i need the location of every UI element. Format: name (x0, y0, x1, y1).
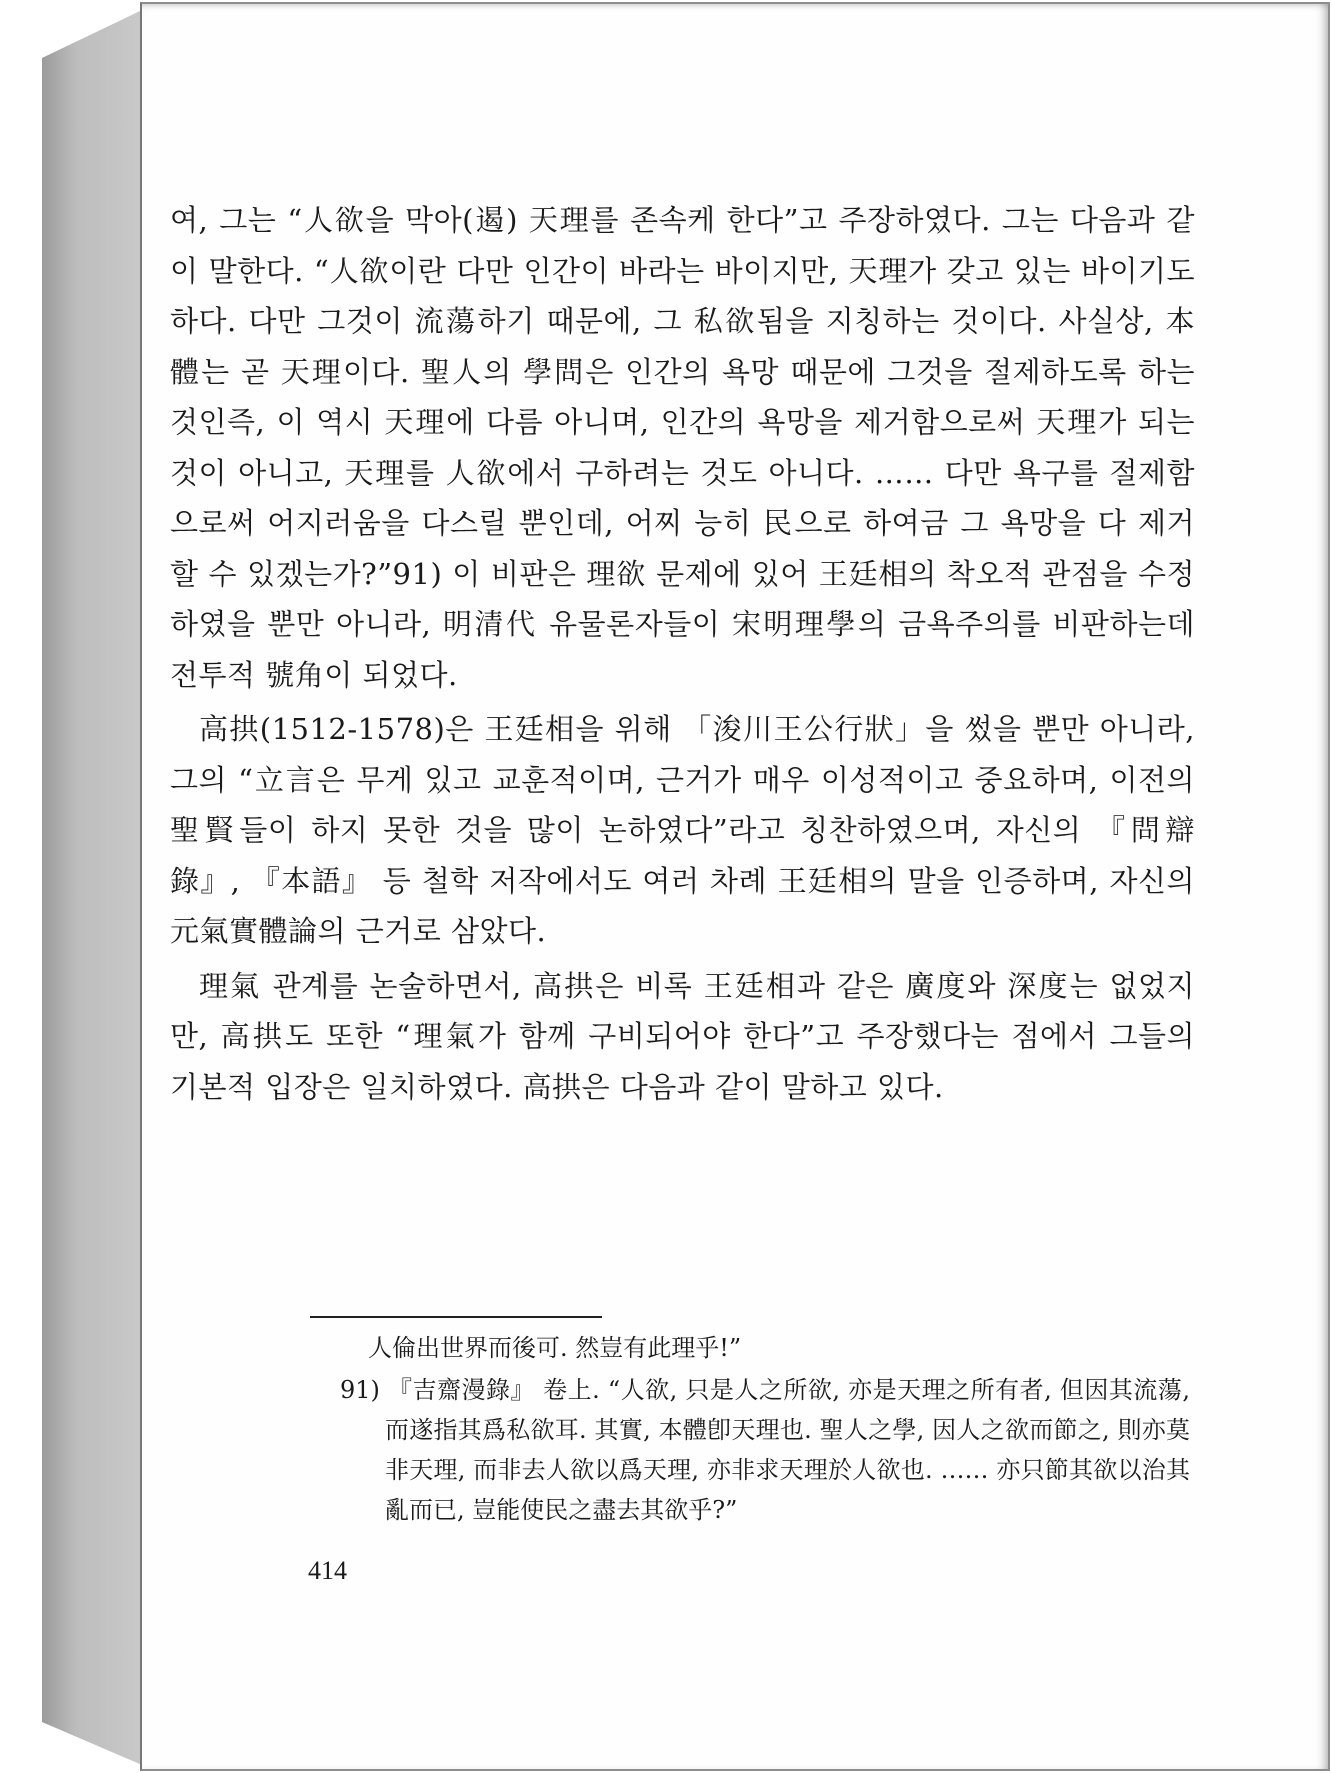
footnote-91: 91) 『吉齋漫錄』 卷上. “人欲, 只是人之所欲, 亦是天理之所有者, 但因其流蕩, 而遂指其爲私欲耳. 其實, 本體卽天理也. 聖人之學, 因人之欲而節之, 則亦莫非天理, 而非去人欲以爲天理, 亦非求天理於人欲也. …… 亦只節其欲以治其亂而已, 豈能使民之盡去其欲乎?” (340, 1376, 1190, 1524)
book-spine (42, 10, 142, 1765)
footnote-continuation: 人倫出世界而後可. 然豈有此理乎!” (368, 1334, 742, 1362)
footnote-divider (310, 1316, 602, 1318)
body-text (170, 195, 1195, 1112)
paragraph-2: 高拱(1512-1578)은 王廷相을 위해 「浚川王公行狀」을 썼을 뿐만 아니라, 그의 “立言은 무게 있고 교훈적이며, 근거가 매우 이성적이고 중요하며, 이전의 聖賢들이 하지 못한 것을 많이 논하였다”라고 칭찬하였으며, 자신의 『問辯錄』, 『本語』 등 철학 저작에서도 여러 차례 王廷相의 말을 인증하며, 자신의 元氣實體論의 근거로 삼았다. (170, 712, 1195, 948)
page-number: 414 (308, 1556, 347, 1585)
paragraph-1: 여, 그는 “人欲을 막아(遏) 天理를 존속케 한다”고 주장하였다. 그는 다음과 같이 말한다. “人欲이란 다만 인간이 바라는 바이지만, 天理가 갖고 있는 바이기도 하다. 다만 그것이 流蕩하기 때문에, 그 私欲됨을 지칭하는 것이다. 사실상, 本體는 곧 天理이다. 聖人의 學問은 인간의 욕망 때문에 그것을 절제하도록 하는 것인즉, 이 역시 天理에 다름 아니며, 인간의 욕망을 제거함으로써 天理가 되는 것이 아니고, 天理를 人欲에서 구하려는 것도 아니다. …… 다만 욕구를 절제함으로써 어지러움을 다스릴 뿐인데, 어찌 능히 民으로 하여금 그 욕망을 다 제거할 수 있겠는가?”91) 이 비판은 理欲 문제에 있어 王廷相의 착오적 관점을 수정하였을 뿐만 아니라, 明清代 유물론자들이 宋明理學의 금욕주의를 비판하는데 전투적 號角이 되었다. (170, 203, 1195, 692)
paragraph-3: 理氣 관계를 논술하면서, 高拱은 비록 王廷相과 같은 廣度와 深度는 없었지만, 高拱도 또한 “理氣가 함께 구비되어야 한다”고 주장했다는 점에서 그들의 기본적 입장은 일치하였다. 高拱은 다음과 같이 말하고 있다. (170, 968, 1195, 1104)
footnotes (340, 1328, 1190, 1530)
